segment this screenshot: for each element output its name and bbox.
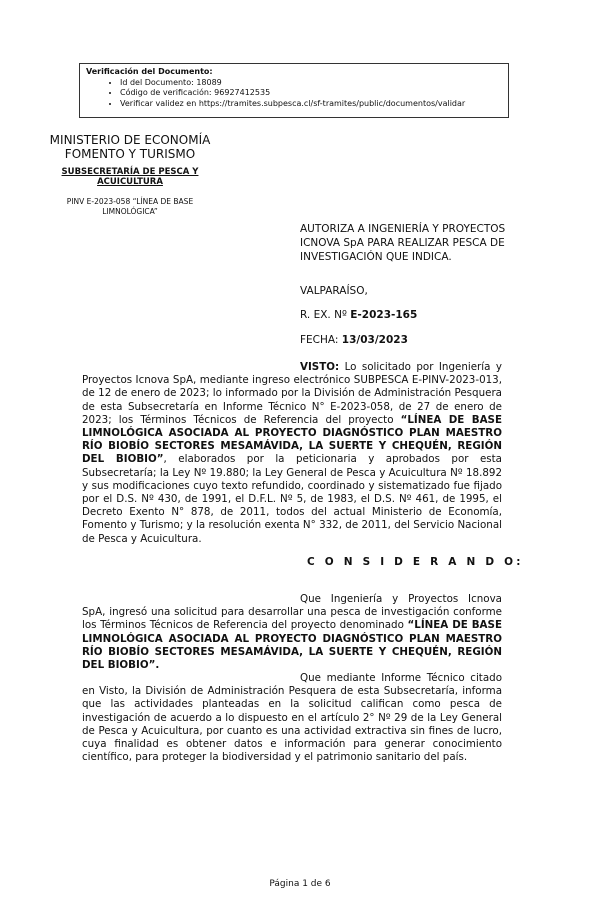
- visto-text-b: , elaborados por la peticionaria y aprobados por esta Subsecretaría; la Ley Nº 19.880; la Ley General de Pesca y Acuicultura Nº 18.892 y sus modificaciones cuyo texto refundido, coordinado y sistematizado fue fijado por el D.S. Nº 430, de 1991, el D.F.L. Nº 5, de 1983, el D.S. Nº 461, de 1995, el Decreto Exento N° 878, de 2011, todos del actual Ministerio de Economía, Fomento y Turismo; y la resolución exenta N° 332, de 2011, del Servicio Nacional de Pesca y Acuicultura.: [82, 453, 502, 545]
- verification-title: Verificación del Documento:: [86, 67, 213, 76]
- verification-box: [79, 63, 509, 118]
- authorization-summary: AUTORIZA A INGENIERÍA Y PROYECTOS ICNOVA SpA PARA REALIZAR PESCA DE INVESTIGACIÓN QUE INDICA.: [300, 223, 506, 263]
- verification-url[interactable]: • Verificar validez en https://tramites.subpesca.cl/sf-tramites/public/documentos/validar: [120, 99, 502, 110]
- verification-code: • Código de verificación: 96927412535: [120, 88, 502, 99]
- ministry-name: [30, 133, 230, 161]
- considerando-heading: C O N S I D E R A N D O:: [307, 556, 524, 568]
- visto-project-title: “LÍNEA DE BASE LIMNOLÓGICA ASOCIADA AL PROYECTO DIAGNÓSTICO PLAN MAESTRO RÍO BIOBÍO SECTORES MESAMÁVIDA, LA SUERTE Y CHEQUÉN, REGIÓN DEL BIOBIO”: [82, 413, 502, 466]
- resolution-value: E-2023-165: [350, 309, 418, 321]
- date-label: FECHA:: [300, 334, 342, 346]
- document-reference: PINV E-2023-058 “LÍNEA DE BASE LIMNOLÓGICA”: [66, 197, 194, 216]
- considerando-1-text: Que Ingeniería y Proyectos Icnova SpA, ingresó una solicitud para desarrollar una pesca de investigación conforme los Términos Técnicos de Referencia del proyecto denominado: [82, 593, 502, 632]
- considerando-paragraph-2: Que mediante Informe Técnico citado en Visto, la División de Administración Pesquera de esta Subsecretaría, informa que las actividades planteadas en la solicitud califican como pesca de investigación de acuerdo a lo dispuesto en el artículo 2° Nº 29 de la Ley General de Pesca y Acuicultura, por cuanto es una actividad extractiva sin fines de lucro, cuya finalidad es obtener datos e información para generar conocimiento científico, para proteger la biodiversidad y el patrimonio sanitario del país.: [82, 672, 502, 764]
- visto-paragraph: [82, 361, 502, 546]
- verification-list: [86, 78, 502, 110]
- resolution-date: [300, 334, 408, 346]
- visto-label: VISTO:: [300, 361, 340, 373]
- considerando-paragraph-1: [82, 593, 502, 672]
- document-id: • Id del Documento: 18089: [120, 78, 502, 89]
- subsecretaria-name: SUBSECRETARÍA DE PESCA Y ACUICULTURA: [61, 167, 199, 187]
- page-number: Página 1 de 6: [269, 879, 331, 889]
- date-value: 13/03/2023: [341, 334, 408, 346]
- ministry-line-1: MINISTERIO DE ECONOMÍA: [49, 133, 211, 147]
- considerando-1-end: .: [155, 659, 160, 672]
- resolution-number: [300, 309, 417, 321]
- visto-text-a: Lo solicitado por Ingeniería y Proyectos Icnova SpA, mediante ingreso electrónico SUBPESCA E-PINV-2023-013, de 12 de enero de 2023; lo informado por la División de Administración Pesquera de esta Subsecretaría en Informe Técnico N° E-2023-058, de 27 de enero de 2023; los Términos Técnicos de Referencia del proyecto: [82, 361, 502, 426]
- considerando-1-project-title: “LÍNEA DE BASE LIMNOLÓGICA ASOCIADA AL PROYECTO DIAGNÓSTICO PLAN MAESTRO RÍO BIOBÍO SECTORES MESAMÁVIDA, LA SUERTE Y CHEQUÉN, REGIÓN DEL BIOBIO”: [82, 619, 502, 672]
- ministry-line-2: FOMENTO Y TURISMO: [64, 147, 196, 161]
- place: VALPARAÍSO,: [300, 285, 368, 297]
- resolution-label: R. EX. Nº: [300, 309, 351, 321]
